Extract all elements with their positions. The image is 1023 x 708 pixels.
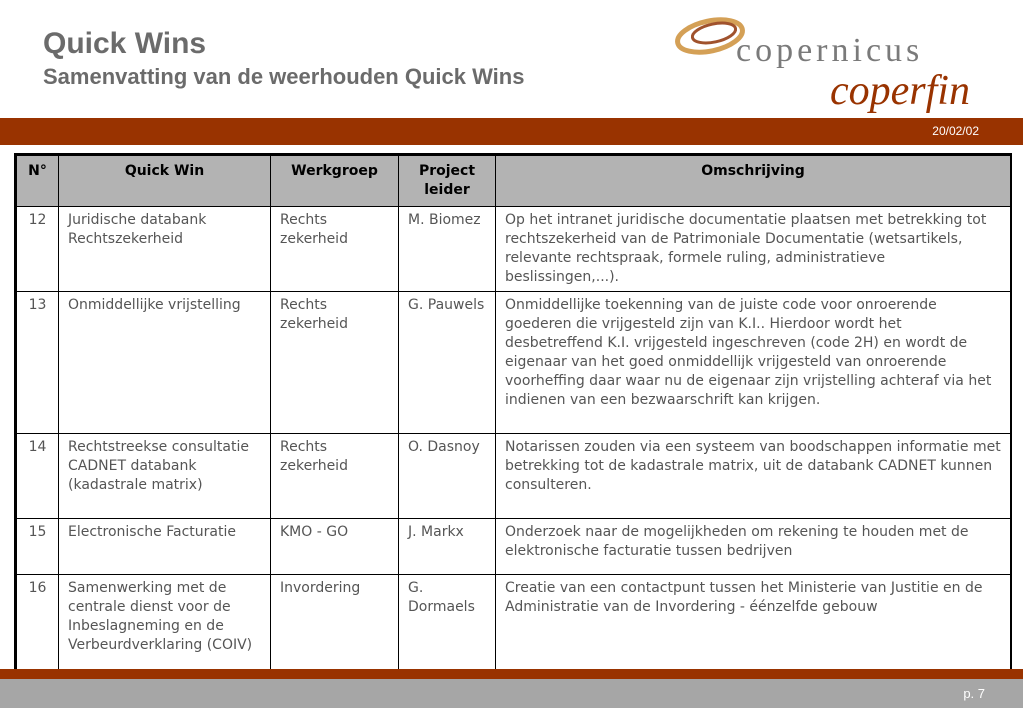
quick-wins-table-wrapper	[14, 153, 1012, 679]
cell-werkgroep: Rechts zekerheid	[271, 207, 399, 292]
table-row	[17, 575, 1011, 677]
cell-quickwin: Juridische databank Rechtszekerheid	[59, 207, 271, 292]
table-row	[17, 292, 1011, 434]
cell-projectleider: M. Biomez	[399, 207, 496, 292]
cell-projectleider: O. Dasnoy	[399, 434, 496, 519]
copernicus-coperfin-logo	[670, 6, 1015, 116]
cell-num: 16	[17, 575, 59, 677]
table-row	[17, 207, 1011, 292]
col-header-num: N°	[17, 156, 59, 207]
cell-num: 13	[17, 292, 59, 434]
cell-werkgroep: Invordering	[271, 575, 399, 677]
cell-werkgroep: Rechts zekerheid	[271, 434, 399, 519]
page-number: p. 7	[963, 686, 985, 701]
cell-omschrijving: Notarissen zouden via een systeem van boodschappen informatie met betrekking tot de kadastrale matrix, uit de databank CADNET kunnen consulteren.	[496, 434, 1011, 519]
col-header-quickwin: Quick Win	[59, 156, 271, 207]
page-subtitle: Samenvatting van de weerhouden Quick Wins	[43, 64, 525, 89]
cell-num: 14	[17, 434, 59, 519]
cell-projectleider: G. Pauwels	[399, 292, 496, 434]
slide-date: 20/02/02	[932, 124, 979, 138]
cell-num: 15	[17, 519, 59, 575]
cell-omschrijving: Op het intranet juridische documentatie plaatsen met betrekking tot rechtszekerheid van de Patrimoniale Documentatie (wetsartikels, relevante rechtspraak, formele ruling, administratieve beslissingen,...).	[496, 207, 1011, 292]
table-row	[17, 519, 1011, 575]
cell-quickwin: Rechtstreekse consultatie CADNET databank (kadastrale matrix)	[59, 434, 271, 519]
cell-omschrijving: Creatie van een contactpunt tussen het Ministerie van Justitie en de Administratie van de Invordering - éénzelfde gebouw	[496, 575, 1011, 677]
cell-quickwin: Samenwerking met de centrale dienst voor de Inbeslagneming en de Verbeurdverklaring (COIV)	[59, 575, 271, 677]
cell-werkgroep: KMO - GO	[271, 519, 399, 575]
cell-quickwin: Onmiddellijke vrijstelling	[59, 292, 271, 434]
col-header-projectleider: Project leider	[399, 156, 496, 207]
table-row	[17, 434, 1011, 519]
swirl-icon	[675, 14, 746, 57]
header-band	[0, 118, 1023, 145]
table-header-row	[17, 156, 1011, 207]
footer-accent-band	[0, 669, 1023, 679]
col-header-werkgroep: Werkgroep	[271, 156, 399, 207]
cell-projectleider: G. Dormaels	[399, 575, 496, 677]
col-header-omschrijving: Omschrijving	[496, 156, 1011, 207]
cell-omschrijving: Onmiddellijke toekenning van de juiste code voor onroerende goederen die vrijgesteld zijn van K.I.. Hierdoor wordt het desbetreffend K.I. vrijgesteld ingeschreven (code 2H) en wordt de eigenaar van het goed onmiddellijk vrijgesteld van onroerende voorheffing daar waar nu de eigenaar zijn vrijstelling achteraf via het indienen van een bezwaarschrift kan krijgen.	[496, 292, 1011, 434]
cell-num: 12	[17, 207, 59, 292]
cell-werkgroep: Rechts zekerheid	[271, 292, 399, 434]
cell-projectleider: J. Markx	[399, 519, 496, 575]
cell-omschrijving: Onderzoek naar de mogelijkheden om rekening te houden met de elektronische facturatie tussen bedrijven	[496, 519, 1011, 575]
logo-coperfin-text: coperfin	[830, 68, 970, 114]
quick-wins-table	[16, 155, 1011, 677]
page-title: Quick Wins	[43, 27, 207, 60]
cell-quickwin: Electronische Facturatie	[59, 519, 271, 575]
footer-bar	[0, 679, 1023, 708]
logo-copernicus-text: copernicus	[736, 32, 924, 69]
